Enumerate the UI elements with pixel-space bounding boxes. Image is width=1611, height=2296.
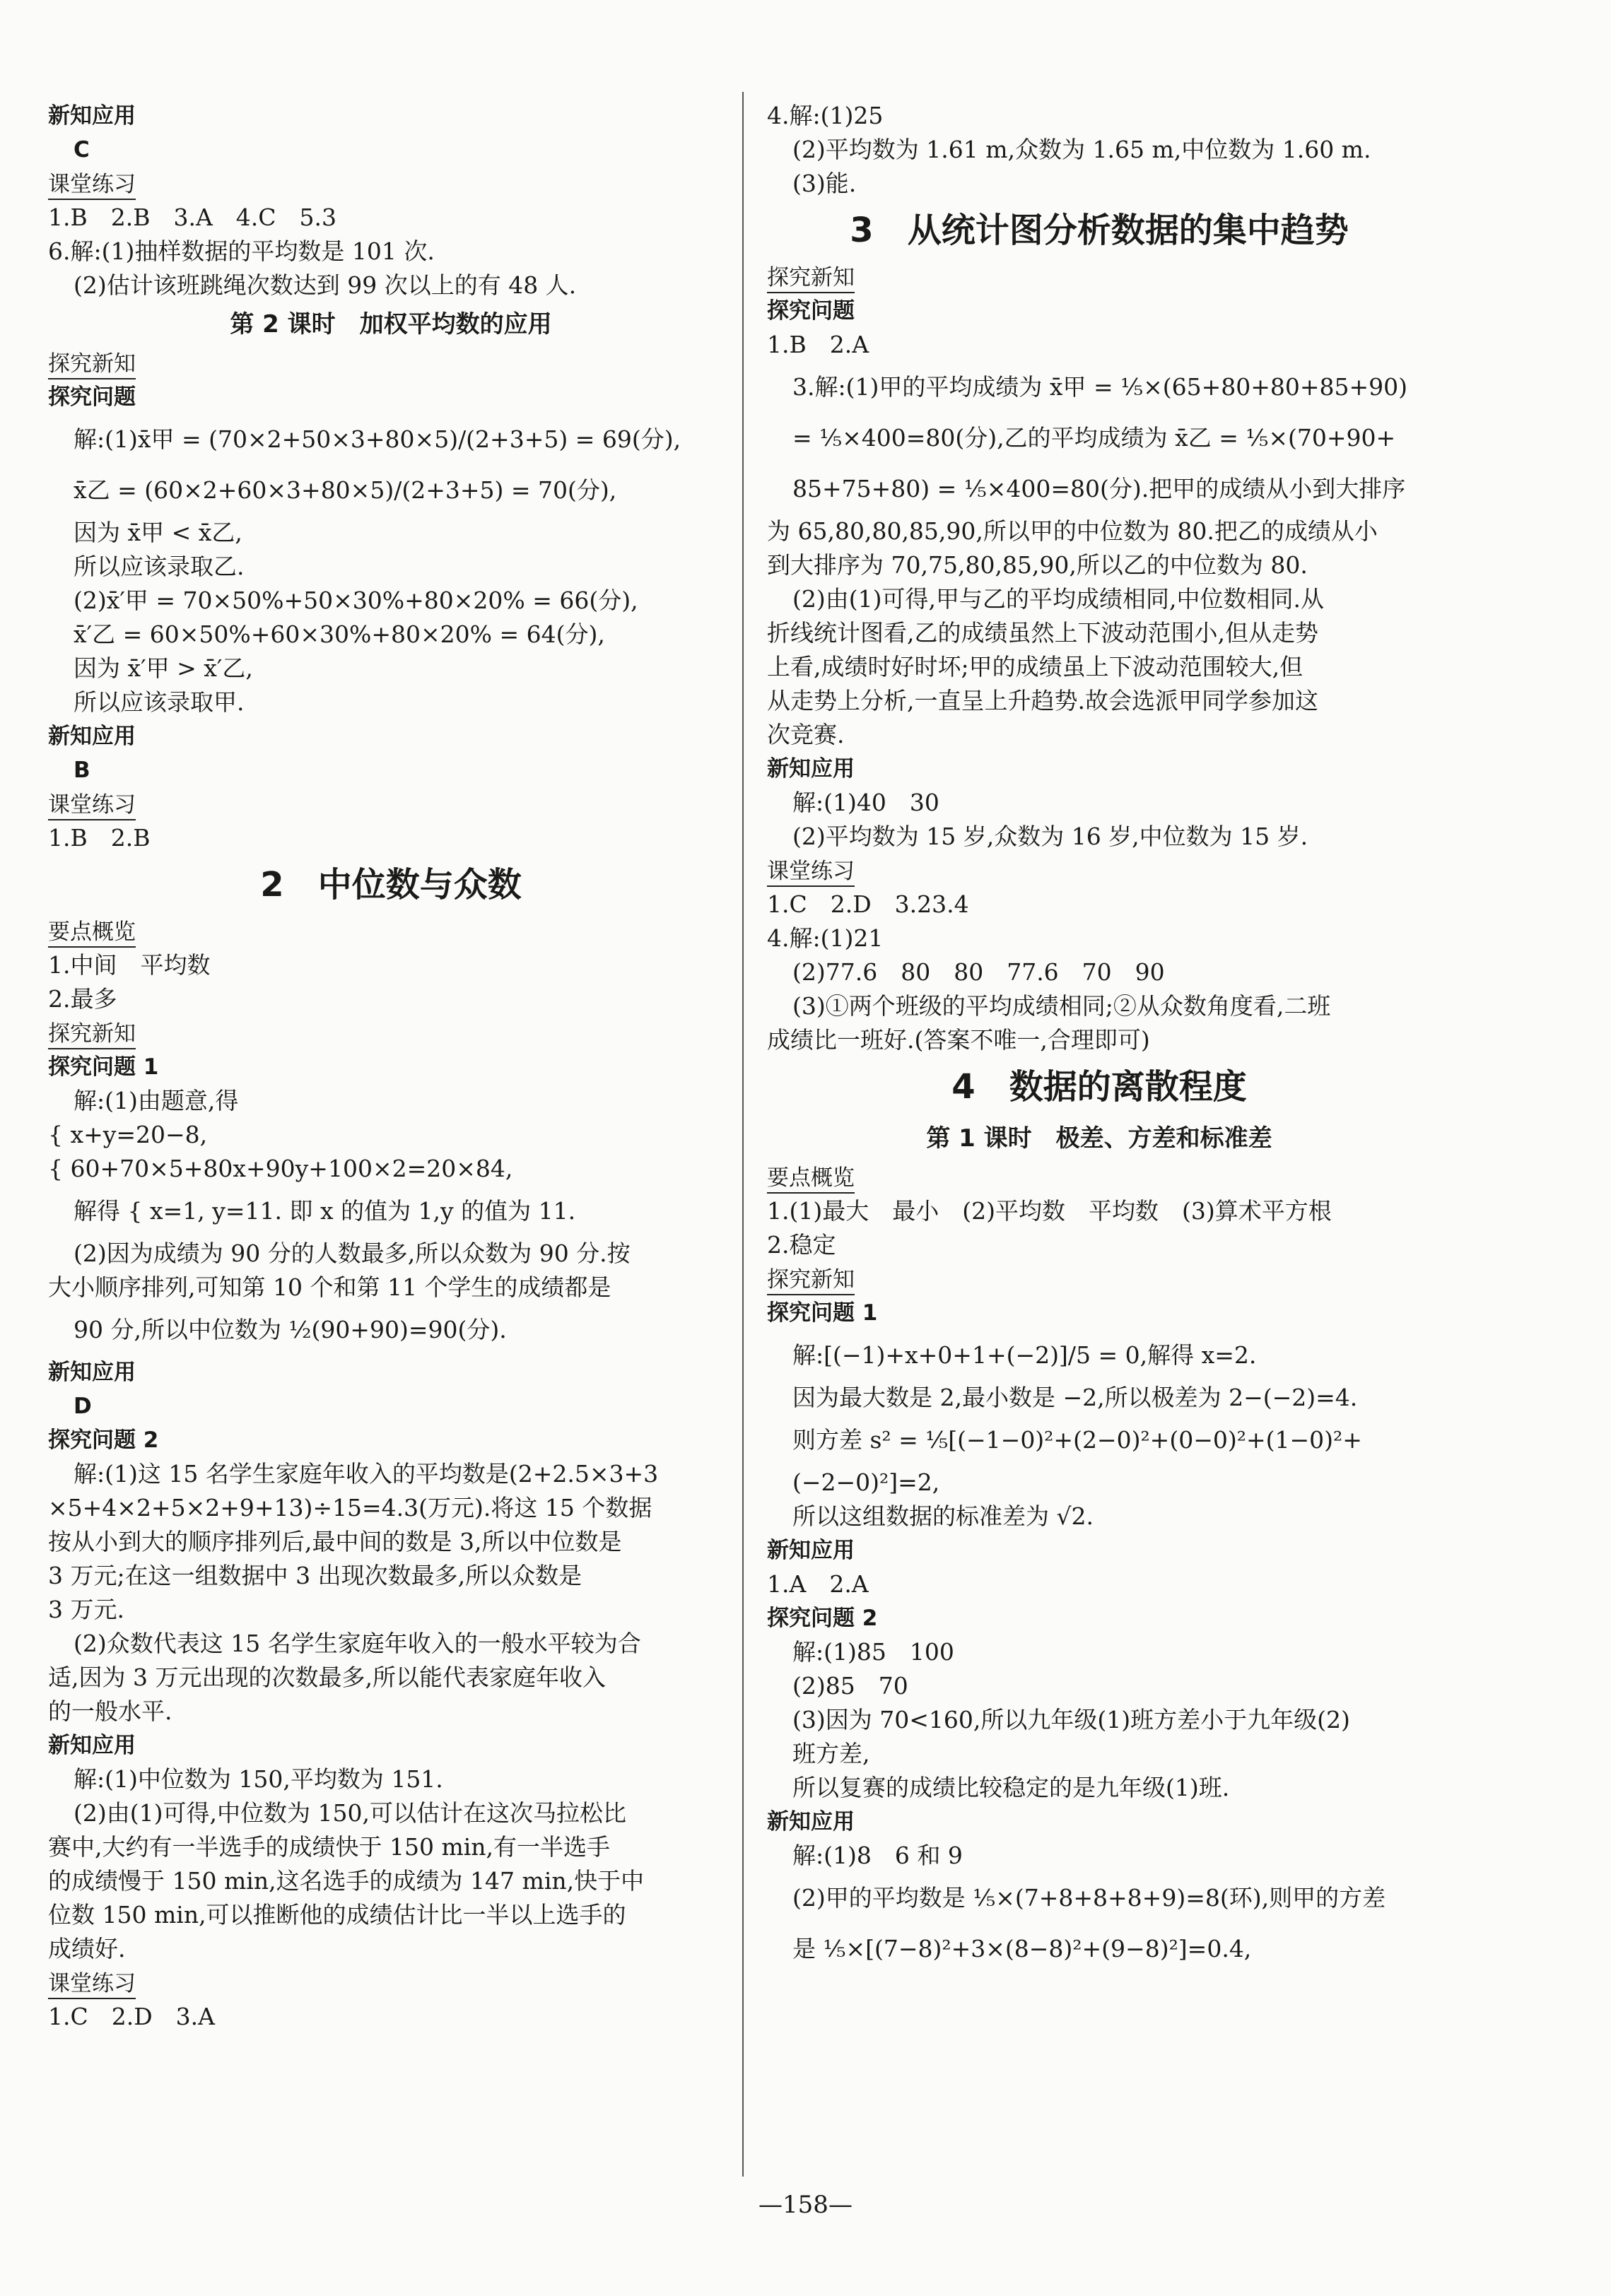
text-line: 按从小到大的顺序排列后,最中间的数是 3,所以中位数是	[48, 1528, 622, 1555]
section-label: 探究问题 1	[48, 1054, 159, 1080]
text-line: 的成绩慢于 150 min,这名选手的成绩为 147 min,快于中	[48, 1867, 645, 1895]
section-label: 探究问题	[48, 384, 136, 410]
text-line: 为 65,80,80,85,90,所以甲的中位数为 80.把乙的成绩从小	[767, 517, 1378, 545]
text-line: 次竞赛.	[767, 721, 845, 748]
text-line: { 60+70×5+80x+90y+100×2=20×84,	[48, 1155, 513, 1182]
text-line-indented: (2)平均数为 1.61 m,众数为 1.65 m,中位数为 1.60 m.	[792, 136, 1371, 163]
section-heading-label: 探究新知	[767, 1266, 855, 1295]
section-label: 探究问题 1	[767, 1300, 878, 1326]
text-line: 成绩好.	[48, 1935, 126, 1962]
text-line-indented: (2)众数代表这 15 名学生家庭年收入的一般水平较为合	[74, 1630, 641, 1657]
text-line: 折线统计图看,乙的成绩虽然上下波动范围小,但从走势	[767, 619, 1318, 647]
section-heading-box	[48, 1016, 734, 1050]
text-line-indented: 解:(1)85 100	[792, 1638, 954, 1666]
chapter-heading: 2 中位数与众数	[260, 865, 522, 905]
section-heading-label: 探究新知	[48, 1020, 136, 1049]
lesson-heading: 第 2 课时 加权平均数的应用	[230, 310, 552, 338]
section-heading-label: 探究新知	[48, 350, 136, 379]
text-line: 适,因为 3 万元出现的次数最多,所以能代表家庭年收入	[48, 1664, 606, 1691]
section-heading-box	[48, 167, 734, 201]
text-line: 位数 150 min,可以推断他的成绩估计比一半以上选手的	[48, 1901, 626, 1929]
section-label: 新知应用	[767, 756, 855, 782]
section-heading-box	[767, 854, 1431, 888]
formula-line: (2)甲的平均数是 ⅕×(7+8+8+8+9)=8(环),则甲的方差	[792, 1884, 1386, 1912]
section-heading-box	[48, 1966, 734, 2000]
text-line: 大小顺序排列,可知第 10 个和第 11 个学生的成绩都是	[48, 1273, 611, 1301]
section-heading-label: 课堂练习	[48, 1970, 136, 1999]
text-line: { x+y=20−8,	[48, 1121, 208, 1148]
answer-letter: D	[74, 1394, 92, 1419]
text-line-indented: (−2−0)²]=2,	[792, 1468, 940, 1496]
text-line-indented: (2)估计该班跳绳次数达到 99 次以上的有 48 人.	[74, 271, 577, 299]
section-heading-box	[48, 346, 734, 380]
section-label: 新知应用	[767, 1538, 855, 1563]
text-line-indented: (2)77.6 80 80 77.6 70 90	[792, 958, 1165, 986]
formula-line: = ⅕×400=80(分),乙的平均成绩为 x̄乙 = ⅕×(70+90+	[792, 424, 1396, 452]
section-label: 新知应用	[48, 1360, 136, 1385]
text-line: 1.A 2.A	[767, 1570, 869, 1598]
text-line-indented: 解:(1)这 15 名学生家庭年收入的平均数是(2+2.5×3+3	[74, 1460, 659, 1488]
section-label: 新知应用	[767, 1809, 855, 1835]
section-heading-label: 课堂练习	[48, 791, 136, 820]
text-line-indented: 因为最大数是 2,最小数是 −2,所以极差为 2−(−2)=4.	[792, 1384, 1358, 1411]
text-line-indented: 解:(1)中位数为 150,平均数为 151.	[74, 1765, 443, 1793]
section-heading-box	[767, 1262, 1431, 1296]
text-line: 2.最多	[48, 985, 117, 1013]
text-line-indented: (2)x̄′甲 = 70×50%+50×30%+80×20% = 66(分),	[74, 587, 638, 614]
section-heading-label: 要点概览	[48, 918, 136, 948]
text-line-indented: x̄′乙 = 60×50%+60×30%+80×20% = 64(分),	[74, 620, 605, 648]
text-line-indented: (2)因为成绩为 90 分的人数最多,所以众数为 90 分.按	[74, 1240, 631, 1267]
text-line-indented: 因为 x̄′甲 > x̄′乙,	[74, 654, 253, 682]
text-line: 1.(1)最大 最小 (2)平均数 平均数 (3)算术平方根	[767, 1197, 1332, 1225]
text-line: 1.B 2.A	[767, 331, 869, 358]
formula-line: 解得 { x=1, y=11. 即 x 的值为 1,y 的值为 11.	[74, 1197, 576, 1225]
section-heading-box	[767, 1160, 1431, 1194]
text-line: 2.稳定	[767, 1231, 836, 1259]
formula-line: 3.解:(1)甲的平均成绩为 x̄甲 = ⅕×(65+80+80+85+90)	[792, 373, 1408, 401]
text-line-indented: (2)由(1)可得,甲与乙的平均成绩相同,中位数相同.从	[792, 585, 1324, 613]
text-line: 从走势上分析,一直呈上升趋势.故会选派甲同学参加这	[767, 687, 1318, 714]
text-line-indented: (3)能.	[792, 170, 857, 197]
text-line: 4.解:(1)25	[767, 102, 884, 129]
text-line: 赛中,大约有一半选手的成绩快于 150 min,有一半选手	[48, 1833, 611, 1861]
section-heading-label: 要点概览	[767, 1164, 855, 1194]
formula-line: 解:(1)x̄甲 = (70×2+50×3+80×5)/(2+3+5) = 69(分),	[74, 425, 681, 453]
section-heading-box	[48, 914, 734, 948]
formula-line: x̄乙 = (60×2+60×3+80×5)/(2+3+5) = 70(分),	[74, 476, 617, 504]
formula-line: 90 分,所以中位数为 ½(90+90)=90(分).	[74, 1316, 507, 1343]
text-line: 6.解:(1)抽样数据的平均数是 101 次.	[48, 237, 435, 265]
text-line-indented: 因为 x̄甲 < x̄乙,	[74, 519, 242, 546]
text-line: 的一般水平.	[48, 1697, 172, 1725]
formula-line: 则方差 s² = ⅕[(−1−0)²+(2−0)²+(0−0)²+(1−0)²+	[792, 1426, 1362, 1454]
text-line: ×5+4×2+5×2+9+13)÷15=4.3(万元).将这 15 个数据	[48, 1494, 652, 1521]
text-line: 1.中间 平均数	[48, 951, 211, 979]
text-line-indented: (3)①两个班级的平均成绩相同;②从众数角度看,二班	[792, 992, 1331, 1020]
text-line: 成绩比一班好.(答案不唯一,合理即可)	[767, 1026, 1150, 1054]
formula-line: 是 ⅕×[(7−8)²+3×(8−8)²+(9−8)²]=0.4,	[792, 1935, 1252, 1962]
text-line: 1.C 2.D 3.23.4	[767, 890, 969, 918]
formula-line: 85+75+80) = ⅕×400=80(分).把甲的成绩从小到大排序	[792, 475, 1406, 502]
text-line-indented: 所以复赛的成绩比较稳定的是九年级(1)班.	[792, 1774, 1230, 1801]
right-column	[767, 99, 1431, 1974]
text-line-indented: (2)85 70	[792, 1672, 908, 1700]
text-line-indented: (2)平均数为 15 岁,众数为 16 岁,中位数为 15 岁.	[792, 823, 1308, 850]
text-line: 1.B 2.B 3.A 4.C 5.3	[48, 204, 337, 231]
text-line: 1.C 2.D 3.A	[48, 2003, 215, 2030]
section-heading-box	[48, 787, 734, 821]
column-divider	[742, 92, 744, 2177]
section-label: 新知应用	[48, 724, 136, 749]
text-line: 1.B 2.B	[48, 824, 151, 852]
section-label: 探究问题	[767, 298, 855, 324]
left-column	[48, 99, 734, 2034]
answer-letter: C	[74, 137, 90, 163]
text-line-indented: 解:(1)由题意,得	[74, 1087, 239, 1114]
text-line-indented: 所以这组数据的标准差为 √2.	[792, 1502, 1094, 1530]
section-heading-label: 课堂练习	[767, 857, 855, 887]
text-line: 4.解:(1)21	[767, 924, 884, 952]
text-line: 到大排序为 70,75,80,85,90,所以乙的中位数为 80.	[767, 551, 1308, 579]
section-label: 探究问题 2	[48, 1427, 159, 1453]
text-line-indented: 所以应该录取乙.	[74, 553, 245, 580]
chapter-heading: 3 从统计图分析数据的集中趋势	[850, 211, 1349, 250]
section-label: 新知应用	[48, 1733, 136, 1758]
text-line-indented: (3)因为 70<160,所以九年级(1)班方差小于九年级(2)	[792, 1706, 1350, 1733]
text-line-indented: 解:(1)40 30	[792, 789, 939, 816]
formula-line: 解:[(−1)+x+0+1+(−2)]/5 = 0,解得 x=2.	[792, 1341, 1257, 1369]
section-heading-label: 课堂练习	[48, 170, 136, 200]
text-line: 上看,成绩时好时坏;甲的成绩虽上下波动范围较大,但	[767, 653, 1304, 681]
text-line-indented: 班方差,	[792, 1740, 870, 1767]
page-number: —158—	[758, 2191, 853, 2219]
section-heading-label: 探究新知	[767, 264, 855, 293]
section-label: 探究问题 2	[767, 1606, 878, 1631]
section-label: 新知应用	[48, 103, 136, 129]
text-line-indented: (2)由(1)可得,中位数为 150,可以估计在这次马拉松比	[74, 1799, 626, 1827]
text-line-indented: 所以应该录取甲.	[74, 688, 245, 716]
chapter-heading: 4 数据的离散程度	[951, 1067, 1247, 1107]
answer-letter: B	[74, 758, 90, 783]
text-line: 3 万元;在这一组数据中 3 出现次数最多,所以众数是	[48, 1562, 582, 1589]
text-line-indented: 解:(1)8 6 和 9	[792, 1842, 963, 1869]
section-heading-box	[767, 260, 1431, 294]
text-line: 3 万元.	[48, 1596, 124, 1623]
lesson-heading: 第 1 课时 极差、方差和标准差	[926, 1124, 1272, 1153]
